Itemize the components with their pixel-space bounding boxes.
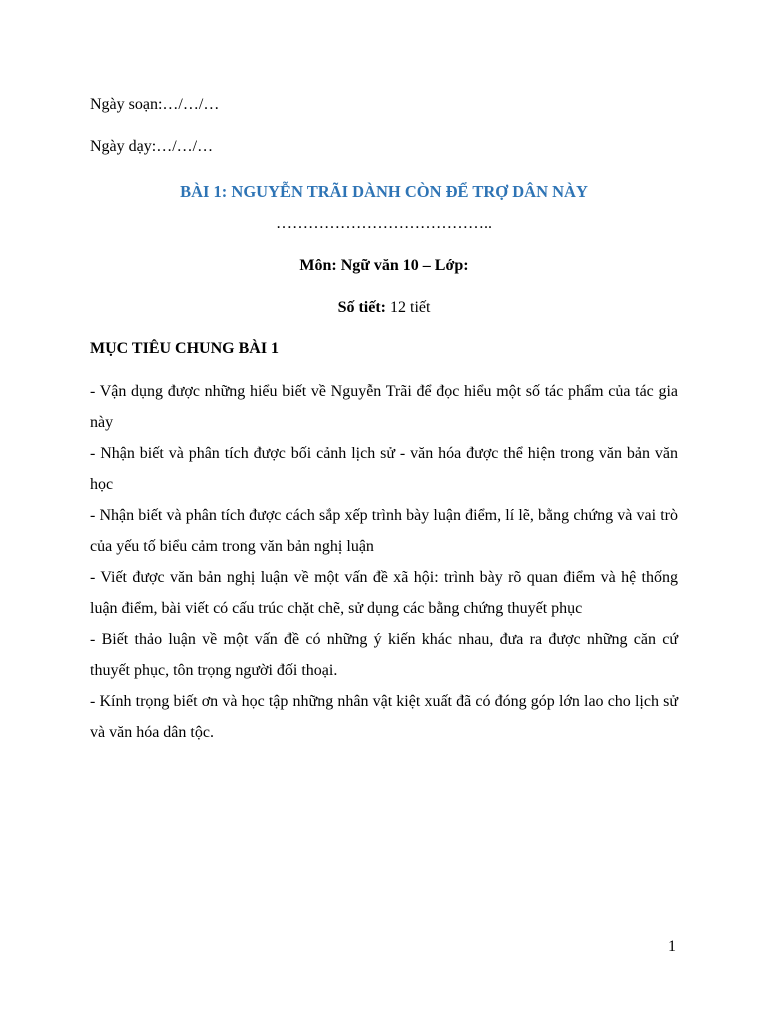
- objective-item: - Nhận biết và phân tích được cách sắp xếp trình bày luận điểm, lí lẽ, bằng chứng và vai trò của yếu tố biểu cảm trong văn bản nghị luận: [90, 507, 678, 555]
- teach-date: Ngày dạy:…/…/…: [90, 138, 214, 155]
- page-number: 1: [668, 938, 676, 955]
- periods-value: 12 tiết: [386, 299, 431, 316]
- lesson-title: BÀI 1: NGUYỄN TRÃI DÀNH CÒN ĐỂ TRỢ DÂN NÀY: [180, 182, 588, 201]
- objective-item: - Biết thảo luận về một vấn đề có những ý kiến khác nhau, đưa ra được những căn cứ thuyết phục, tôn trọng người đối thoại.: [90, 631, 678, 679]
- objective-item: - Kính trọng biết ơn và học tập những nhân vật kiệt xuất đã có đóng góp lớn lao cho lịch sử và văn hóa dân tộc.: [90, 693, 678, 741]
- prep-date: Ngày soạn:…/…/…: [90, 96, 220, 113]
- subject-line: Môn: Ngữ văn 10 – Lớp:: [299, 257, 469, 274]
- periods-label: Số tiết:: [337, 299, 386, 316]
- objectives-heading: MỤC TIÊU CHUNG BÀI 1: [90, 340, 280, 357]
- objective-item: - Viết được văn bản nghị luận về một vấn đề xã hội: trình bày rõ quan điểm và hệ thống luận điểm, bài viết có cấu trúc chặt chẽ, sử dụng các bằng chứng thuyết phục: [90, 569, 678, 617]
- objective-item: - Vận dụng được những hiểu biết về Nguyễn Trãi để đọc hiểu một số tác phẩm của tác gia này: [90, 383, 678, 431]
- objectives-list: [90, 376, 678, 748]
- periods-line: [90, 298, 678, 317]
- title-dots: …………………………………..: [276, 215, 492, 232]
- objective-item: - Nhận biết và phân tích được bối cảnh lịch sử - văn hóa được thể hiện trong văn bản văn học: [90, 445, 678, 493]
